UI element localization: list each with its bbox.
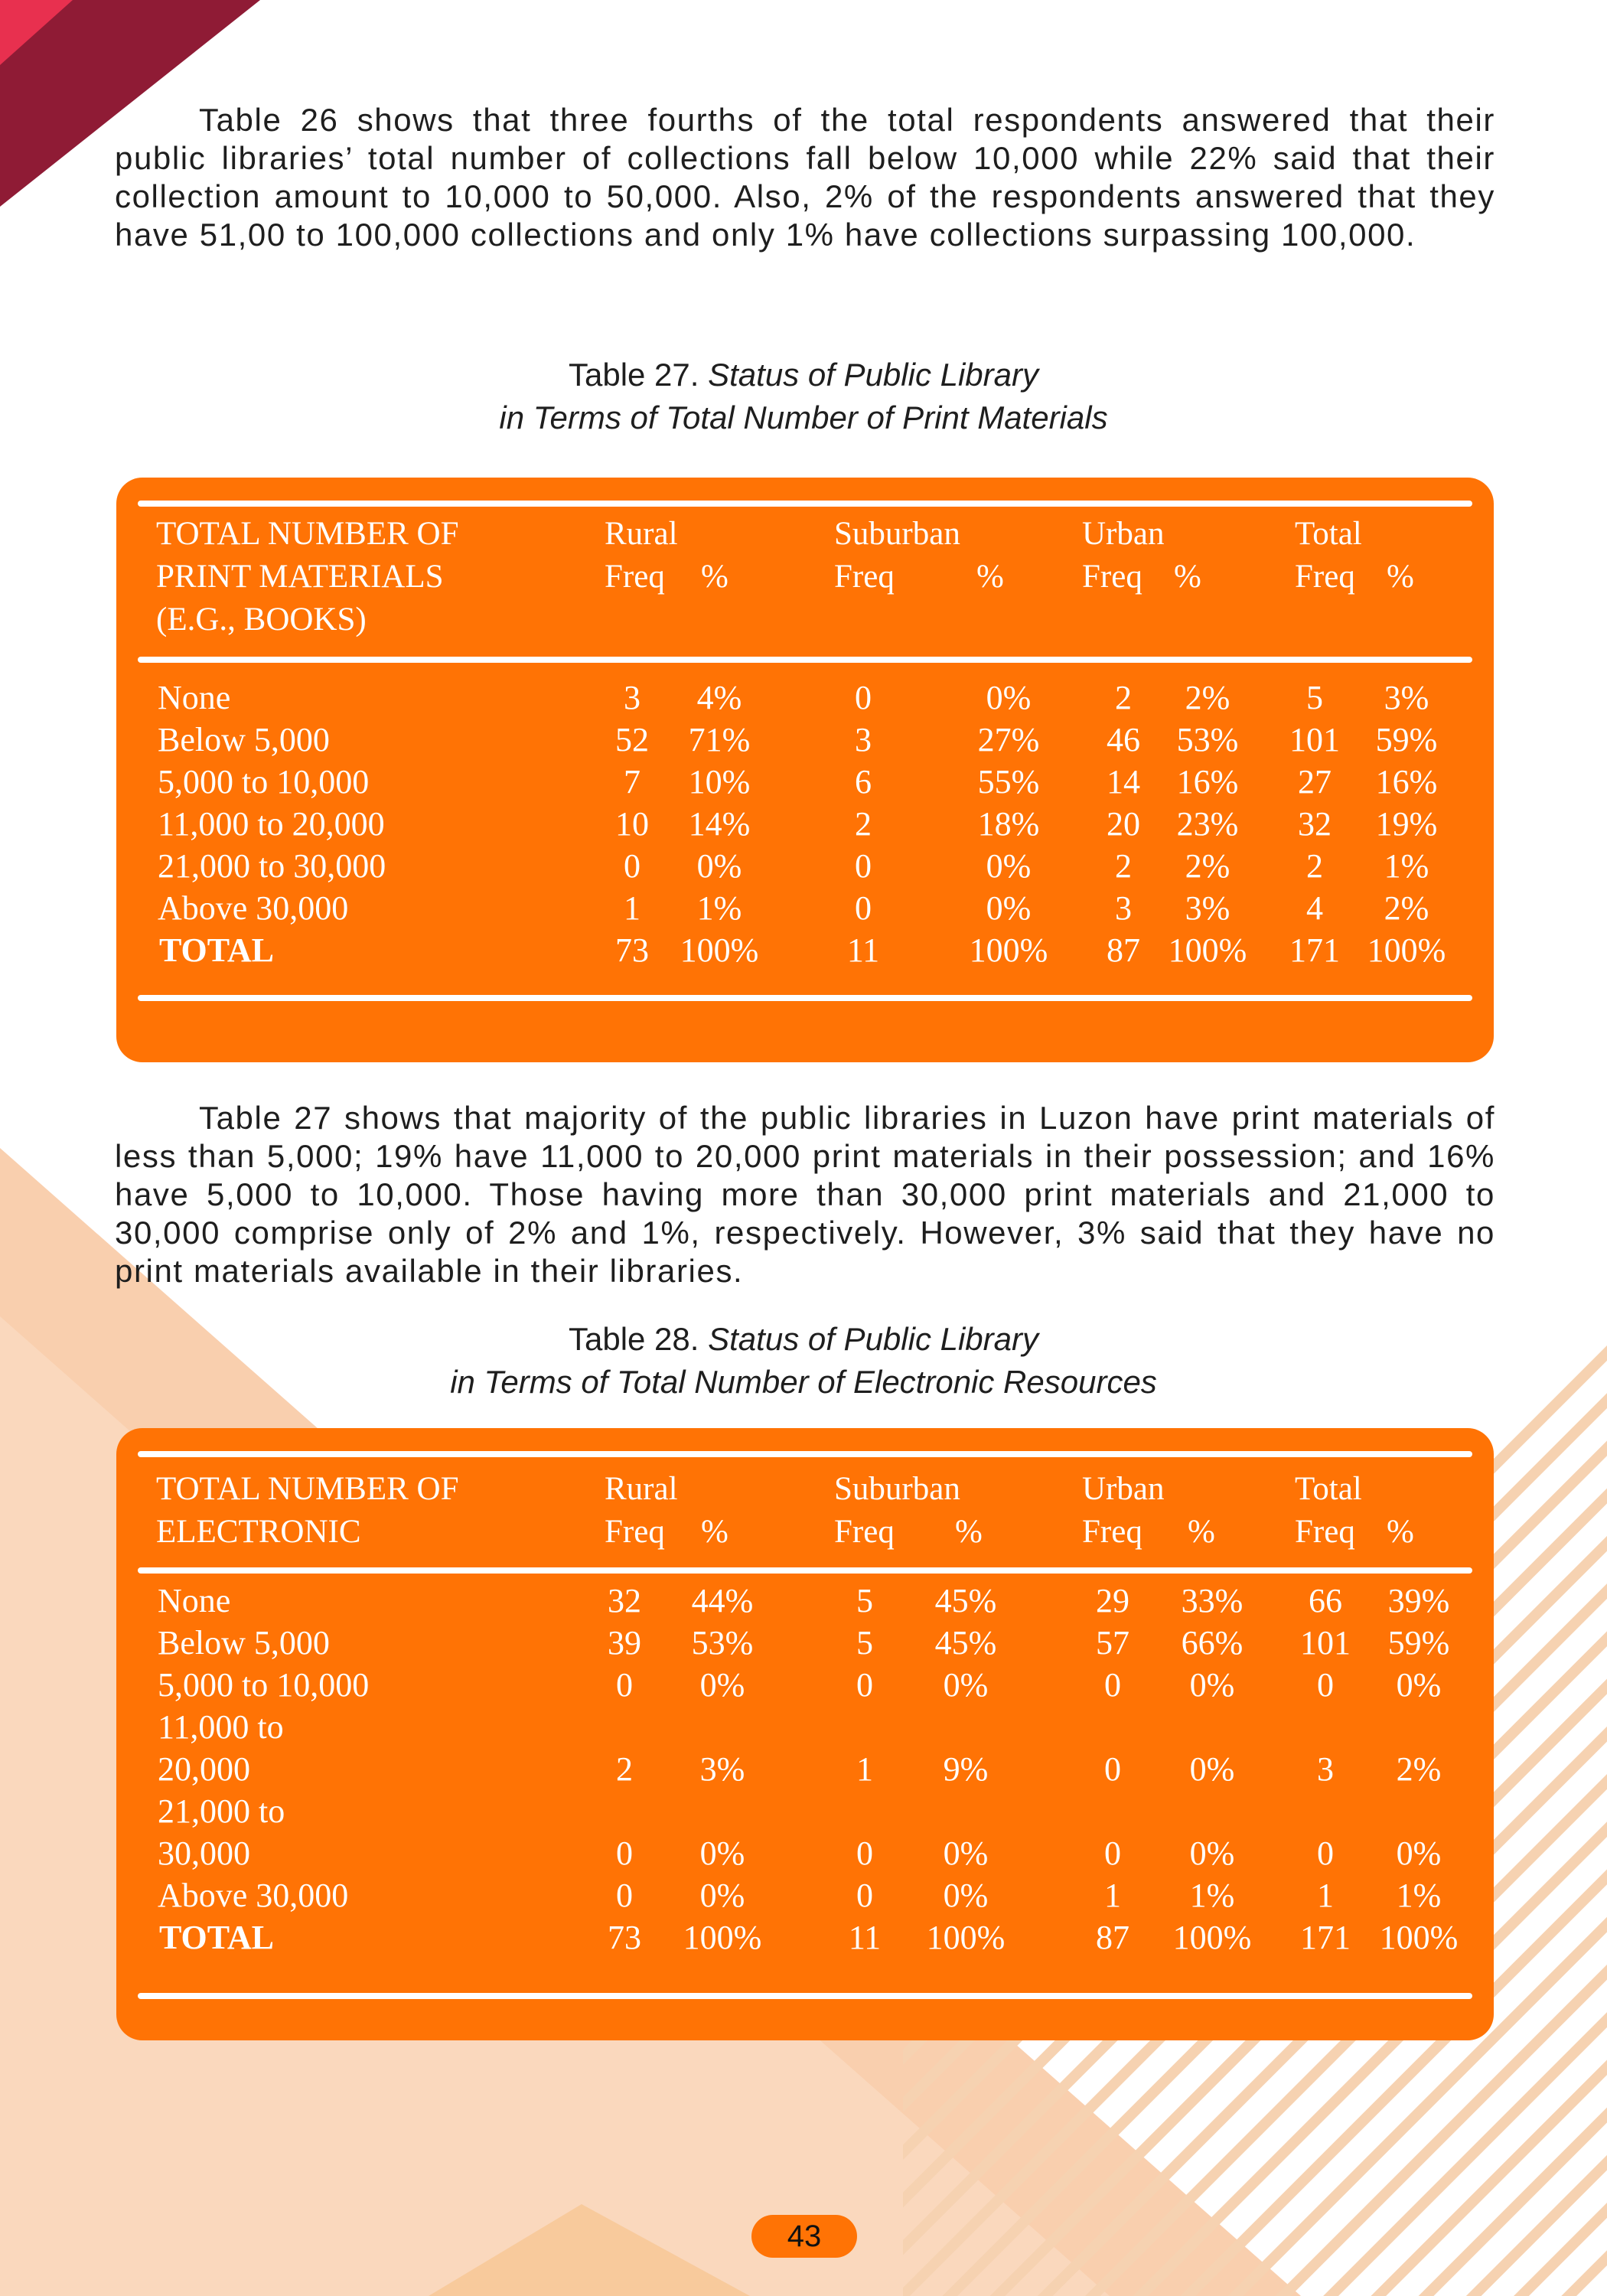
table28-pct-cell: 0% xyxy=(943,1666,989,1704)
table27-freq-label: Freq xyxy=(834,559,895,595)
table28-row-label: None xyxy=(158,1582,231,1619)
table27-freq-cell: 14 xyxy=(1107,763,1140,801)
table28-freq-label: Freq xyxy=(1295,1514,1355,1550)
table28-pct-cell: 0% xyxy=(1189,1835,1235,1872)
table27-freq-cell: 0 xyxy=(624,847,641,885)
table27-pct-cell: 71% xyxy=(688,721,751,758)
table28-pct-cell: 39% xyxy=(1387,1582,1450,1619)
table28-pct-cell: 1% xyxy=(1189,1877,1235,1914)
table28-pct-cell: 0% xyxy=(1396,1666,1442,1704)
table28-freq-cell: 2 xyxy=(616,1750,633,1788)
table28-pct-label: % xyxy=(701,1514,729,1550)
table27-row-label: 21,000 to 30,000 xyxy=(158,847,386,885)
table27-row-label: 5,000 to 10,000 xyxy=(158,763,370,801)
table27-freq-cell: 46 xyxy=(1107,721,1140,758)
table27-freq-cell: 5 xyxy=(1306,679,1323,716)
table28-pct-cell: 0% xyxy=(943,1877,989,1914)
table28-freq-cell: 0 xyxy=(1317,1666,1334,1704)
table28-pct-cell: 2% xyxy=(1396,1750,1442,1788)
table27-pct-label: % xyxy=(701,559,729,595)
table27-freq-cell: 11 xyxy=(846,931,880,969)
table27-pct-cell: 100% xyxy=(1367,931,1446,969)
table27-pct-cell: 2% xyxy=(1384,889,1429,927)
table28-freq-cell: 11 xyxy=(848,1919,882,1956)
table27-pct-cell: 100% xyxy=(1168,931,1247,969)
table28-freq-cell: 171 xyxy=(1300,1919,1351,1956)
table27-caption-title-2: in Terms of Total Number of Print Materials xyxy=(499,400,1108,435)
table28-bottom-rule xyxy=(138,1993,1472,1999)
table28-freq-cell: 0 xyxy=(1104,1750,1121,1788)
analysis-paragraph: Table 27 shows that majority of the public libraries in Luzon have print materials of less than 5,000; 19% have 11,000 to 20,000 print materials in their possession; and 16% have 5,000 to 10,000. Those having more than 30,000 print materials and 21,000 to 30,000 comprise only of 2% and 1%, respectively. However, 3% said that they have no print materials available in their libraries. xyxy=(115,1100,1495,1289)
table27-header-label: PRINT MATERIALS xyxy=(156,559,444,595)
table28-group-suburban: Suburban xyxy=(834,1471,960,1507)
table27-pct-cell: 23% xyxy=(1176,805,1239,843)
table28-row-label: 30,000 xyxy=(158,1835,250,1872)
table27-bottom-rule xyxy=(138,995,1472,1001)
table28-group-rural: Rural xyxy=(605,1471,678,1507)
table28-pct-cell: 0% xyxy=(1189,1666,1235,1704)
table28 xyxy=(116,1428,1494,2040)
table27-pct-cell: 0% xyxy=(986,847,1032,885)
table27-group-suburban: Suburban xyxy=(834,516,960,552)
table27-freq-cell: 3 xyxy=(624,679,641,716)
table28-pct-cell: 100% xyxy=(926,1919,1006,1956)
table28-freq-cell: 1 xyxy=(1317,1877,1334,1914)
table28-row-label: 20,000 xyxy=(158,1750,250,1788)
table28-freq-cell: 73 xyxy=(608,1919,641,1956)
table28-freq-cell: 3 xyxy=(1317,1750,1334,1788)
table28-pct-cell: 0% xyxy=(699,1666,745,1704)
table27-pct-cell: 16% xyxy=(1375,763,1438,801)
table28-caption xyxy=(0,1318,1607,1404)
table28-pct-cell: 0% xyxy=(1189,1750,1235,1788)
table27-pct-cell: 14% xyxy=(688,805,751,843)
table27-freq-cell: 2 xyxy=(1306,847,1323,885)
table27-group-rural: Rural xyxy=(605,516,678,552)
table27-freq-cell: 3 xyxy=(855,721,872,758)
table28-freq-cell: 0 xyxy=(616,1666,633,1704)
table28-freq-cell: 0 xyxy=(856,1877,873,1914)
table28-freq-cell: 1 xyxy=(856,1750,873,1788)
table27-freq-cell: 101 xyxy=(1289,721,1340,758)
table28-freq-cell: 0 xyxy=(616,1877,633,1914)
table28-freq-cell: 57 xyxy=(1096,1624,1129,1662)
table28-pct-cell: 0% xyxy=(1396,1835,1442,1872)
table28-freq-cell: 101 xyxy=(1300,1624,1351,1662)
table28-freq-label: Freq xyxy=(834,1514,895,1550)
table28-pct-cell: 9% xyxy=(943,1750,989,1788)
table27-freq-cell: 52 xyxy=(615,721,649,758)
table27-pct-cell: 3% xyxy=(1185,889,1231,927)
table28-pct-cell: 0% xyxy=(943,1835,989,1872)
table28-pct-cell: 45% xyxy=(934,1624,997,1662)
table28-pct-cell: 33% xyxy=(1181,1582,1244,1619)
table27-row-label: Above 30,000 xyxy=(158,889,349,927)
table28-header-label: ELECTRONIC xyxy=(156,1514,361,1550)
table28-row-label: Above 30,000 xyxy=(158,1877,349,1914)
intro-paragraph: Table 26 shows that three fourths of the total respondents answered that their public libraries’ total number of collections fall below 10,000 while 22% said that their collection amount to 10,000 to 50,000. Also, 2% of the respondents answered that they have 51,00 to 100,000 collections and only 1% have collections surpassing 100,000. xyxy=(115,102,1495,253)
table27-freq-cell: 2 xyxy=(855,805,872,843)
table27-freq-cell: 73 xyxy=(615,931,649,969)
table27-pct-cell: 100% xyxy=(680,931,759,969)
table28-freq-cell: 0 xyxy=(616,1835,633,1872)
table28-total-label: TOTAL xyxy=(159,1919,274,1956)
table28-header-label: TOTAL NUMBER OF xyxy=(156,1471,459,1507)
table27-row-label: Below 5,000 xyxy=(158,721,330,758)
table27-pct-cell: 10% xyxy=(688,763,751,801)
table27-pct-cell: 27% xyxy=(977,721,1040,758)
table27-pct-cell: 0% xyxy=(696,847,742,885)
page-number: 43 xyxy=(751,2215,857,2258)
table27-freq-cell: 2 xyxy=(1115,847,1132,885)
table27-pct-label: % xyxy=(1387,559,1414,595)
table27-pct-label: % xyxy=(976,559,1004,595)
table27-group-urban: Urban xyxy=(1082,516,1165,552)
table27-caption-title-1: Status of Public Library xyxy=(708,357,1038,393)
table28-freq-cell: 0 xyxy=(856,1835,873,1872)
table27-pct-cell: 1% xyxy=(696,889,742,927)
table27-pct-label: % xyxy=(1174,559,1201,595)
table28-freq-cell: 66 xyxy=(1309,1582,1342,1619)
table27-pct-cell: 100% xyxy=(969,931,1048,969)
table28-freq-cell: 0 xyxy=(1317,1835,1334,1872)
table28-row-label: Below 5,000 xyxy=(158,1624,330,1662)
table27-freq-cell: 1 xyxy=(624,889,641,927)
table27-freq-cell: 87 xyxy=(1107,931,1140,969)
table28-row-label: 5,000 to 10,000 xyxy=(158,1666,370,1704)
table27-freq-cell: 27 xyxy=(1298,763,1332,801)
table27-pct-cell: 2% xyxy=(1185,847,1231,885)
table27-freq-label: Freq xyxy=(1082,559,1143,595)
table28-freq-label: Freq xyxy=(605,1514,665,1550)
table28-pct-label: % xyxy=(1387,1514,1414,1550)
table27-caption xyxy=(0,354,1607,439)
table27-freq-cell: 171 xyxy=(1289,931,1340,969)
table27-freq-label: Freq xyxy=(605,559,665,595)
table28-header-rule xyxy=(138,1567,1472,1574)
table27-pct-cell: 59% xyxy=(1375,721,1438,758)
table27-group-total: Total xyxy=(1295,516,1362,552)
table28-pct-cell: 0% xyxy=(699,1877,745,1914)
table28-freq-cell: 32 xyxy=(608,1582,641,1619)
table28-freq-cell: 1 xyxy=(1104,1877,1121,1914)
table27-freq-cell: 20 xyxy=(1107,805,1140,843)
table28-freq-cell: 29 xyxy=(1096,1582,1129,1619)
table27-pct-cell: 0% xyxy=(986,889,1032,927)
table28-pct-cell: 59% xyxy=(1387,1624,1450,1662)
table28-row-label: 11,000 to xyxy=(158,1708,284,1746)
table27-caption-prefix: Table 27. xyxy=(568,357,699,393)
table28-pct-cell: 100% xyxy=(683,1919,762,1956)
table28-pct-label: % xyxy=(1188,1514,1215,1550)
table27-pct-cell: 0% xyxy=(986,679,1032,716)
table27-pct-cell: 18% xyxy=(977,805,1040,843)
table27-row-label: 11,000 to 20,000 xyxy=(158,805,385,843)
table27-freq-cell: 2 xyxy=(1115,679,1132,716)
table27-pct-cell: 16% xyxy=(1176,763,1239,801)
table28-freq-label: Freq xyxy=(1082,1514,1143,1550)
table28-pct-cell: 44% xyxy=(691,1582,754,1619)
table27-freq-cell: 3 xyxy=(1115,889,1132,927)
table28-pct-cell: 0% xyxy=(699,1835,745,1872)
table28-top-rule xyxy=(138,1451,1472,1457)
table27-freq-cell: 6 xyxy=(855,763,872,801)
table28-freq-cell: 5 xyxy=(856,1582,873,1619)
table27-freq-label: Freq xyxy=(1295,559,1355,595)
table27-row-label: None xyxy=(158,679,231,716)
table27-header-label: (E.G., BOOKS) xyxy=(156,602,367,638)
table28-pct-cell: 100% xyxy=(1172,1919,1252,1956)
table28-pct-cell: 3% xyxy=(699,1750,745,1788)
table27-pct-cell: 2% xyxy=(1185,679,1231,716)
table27-freq-cell: 0 xyxy=(855,847,872,885)
table27-freq-cell: 32 xyxy=(1298,805,1332,843)
table27-pct-cell: 1% xyxy=(1384,847,1429,885)
table28-pct-cell: 100% xyxy=(1379,1919,1459,1956)
table28-pct-cell: 1% xyxy=(1396,1877,1442,1914)
table27-pct-cell: 3% xyxy=(1384,679,1429,716)
table27-freq-cell: 7 xyxy=(624,763,641,801)
table27 xyxy=(116,478,1494,1062)
table28-caption-title-2: in Terms of Total Number of Electronic Resources xyxy=(450,1364,1157,1400)
table27-pct-cell: 53% xyxy=(1176,721,1239,758)
table28-freq-cell: 39 xyxy=(608,1624,641,1662)
table28-pct-cell: 66% xyxy=(1181,1624,1244,1662)
table27-freq-cell: 10 xyxy=(615,805,649,843)
table27-freq-cell: 4 xyxy=(1306,889,1323,927)
table28-freq-cell: 0 xyxy=(1104,1835,1121,1872)
table28-freq-cell: 0 xyxy=(1104,1666,1121,1704)
table27-header-rule xyxy=(138,657,1472,663)
table27-header-label: TOTAL NUMBER OF xyxy=(156,516,459,552)
table28-pct-label: % xyxy=(955,1514,983,1550)
table27-pct-cell: 55% xyxy=(977,763,1040,801)
table27-total-label: TOTAL xyxy=(159,931,274,969)
table28-freq-cell: 0 xyxy=(856,1666,873,1704)
table28-freq-cell: 5 xyxy=(856,1624,873,1662)
table27-pct-cell: 4% xyxy=(696,679,742,716)
table28-group-total: Total xyxy=(1295,1471,1362,1507)
table28-caption-prefix: Table 28. xyxy=(568,1321,699,1357)
table28-pct-cell: 45% xyxy=(934,1582,997,1619)
table28-group-urban: Urban xyxy=(1082,1471,1165,1507)
table28-freq-cell: 87 xyxy=(1096,1919,1129,1956)
table28-pct-cell: 53% xyxy=(691,1624,754,1662)
table27-freq-cell: 0 xyxy=(855,679,872,716)
table28-caption-title-1: Status of Public Library xyxy=(708,1321,1038,1357)
table27-pct-cell: 19% xyxy=(1375,805,1438,843)
table27-top-rule xyxy=(138,501,1472,507)
table27-freq-cell: 0 xyxy=(855,889,872,927)
table28-row-label: 21,000 to xyxy=(158,1792,285,1830)
